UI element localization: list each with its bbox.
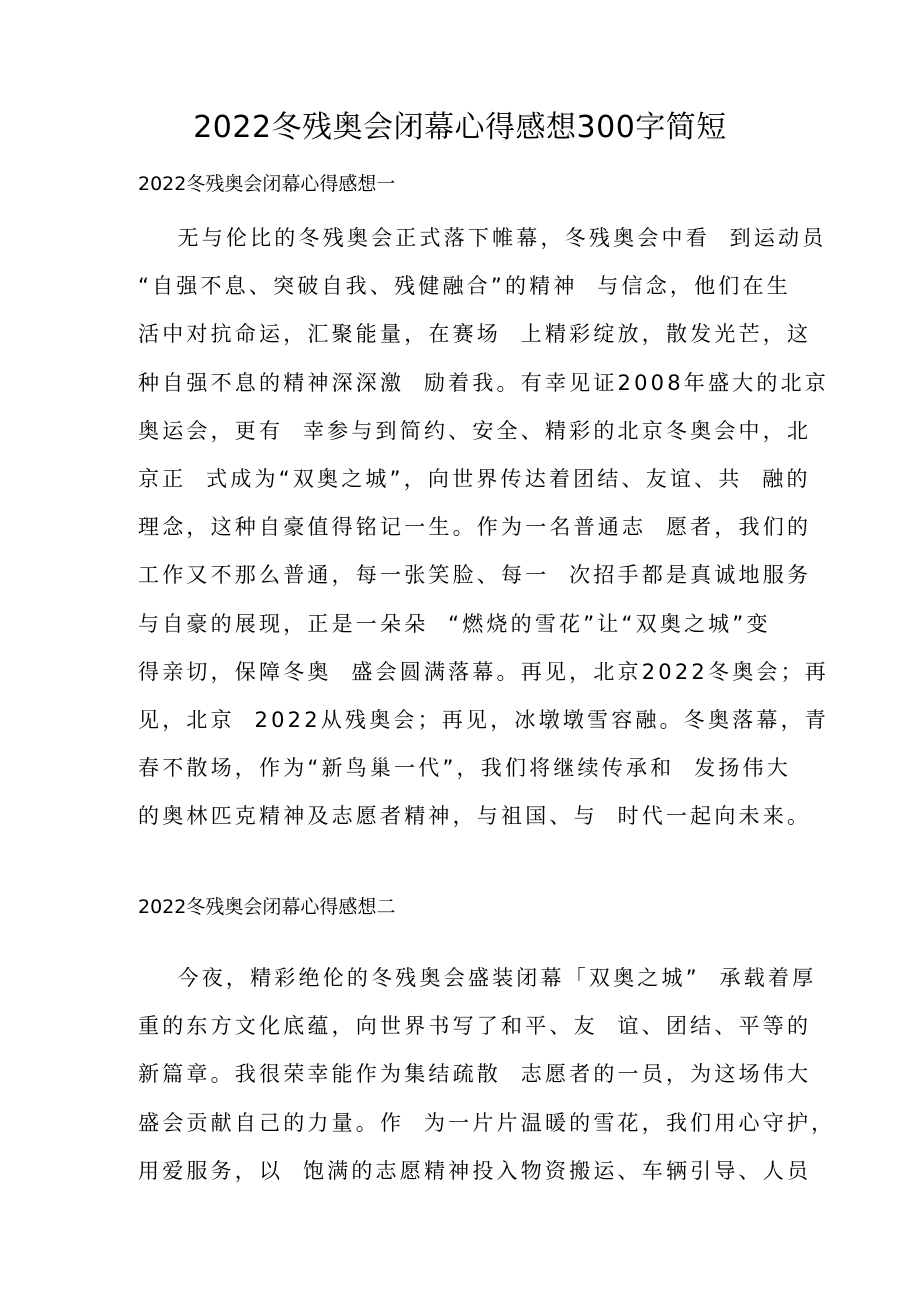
paragraph-line: 用爱服务，以 饱满的志愿精神投入物资搬运、车辆引导、人员 [138, 1158, 812, 1183]
paragraph-line: 盛会贡献自己的力量。作 为一片片温暖的雪花，我们用心守护， [138, 1110, 836, 1135]
paragraph-line: “自强不息、突破自我、残健融合”的精神 与信念，他们在生 [138, 274, 791, 299]
paragraph-line: 得亲切，保障冬奥 盛会圆满落幕。再见，北京2022冬奥会；再 [138, 659, 829, 684]
paragraph-line: 与自豪的展现，正是一朵朵 “燃烧的雪花”让“双奥之城”变 [138, 611, 771, 636]
paragraph-line: 活中对抗命运，汇聚能量，在赛场 上精彩绽放，散发光芒，这 [138, 322, 812, 347]
section-heading-1: 2022冬残奥会闭幕心得感想一 [138, 173, 396, 195]
paragraph-line: 新篇章。我很荣幸能作为集结疏散 志愿者的一员，为这场伟大 [138, 1062, 812, 1087]
paragraph-line: 重的东方文化底蕴，向世界书写了和平、友 谊、团结、平等的 [138, 1014, 812, 1039]
paragraph-line: 见，北京 2022从残奥会；再见，冰墩墩雪容融。冬奥落幕，青 [138, 707, 829, 732]
document-title: 2022冬残奥会闭幕心得感想300字简短 [193, 110, 727, 145]
paragraph-line: 京正 式成为“双奥之城”，向世界传达着团结、友谊、共 融的 [138, 466, 811, 491]
paragraph-line: 无与伦比的冬残奥会正式落下帷幕，冬残奥会中看 到运动员 [138, 226, 827, 250]
section-1-paragraph [138, 222, 829, 848]
section-heading-2: 2022冬残奥会闭幕心得感想二 [138, 896, 396, 918]
paragraph-line: 奥运会，更有 幸参与到简约、安全、精彩的北京冬奥会中，北 [138, 418, 812, 443]
paragraph-line: 种自强不息的精神深深激 励着我。有幸见证2008年盛大的北京 [138, 370, 829, 395]
paragraph-line: 工作又不那么普通，每一张笑脸、每一 次招手都是真诚地服务 [138, 563, 812, 588]
section-2-paragraph [138, 962, 836, 1203]
paragraph-line: 理念，这种自豪值得铭记一生。作为一名普通志 愿者，我们的 [138, 515, 812, 540]
paragraph-line: 今夜，精彩绝伦的冬残奥会盛装闭幕「双奥之城” 承载着厚 [138, 966, 817, 990]
paragraph-line: 的奥林匹克精神及志愿者精神，与祖国、与 时代一起向未来。 [138, 804, 812, 829]
paragraph-line: 春不散场，作为“新鸟巢一代”，我们将继续传承和 发扬伟大 [138, 756, 791, 781]
